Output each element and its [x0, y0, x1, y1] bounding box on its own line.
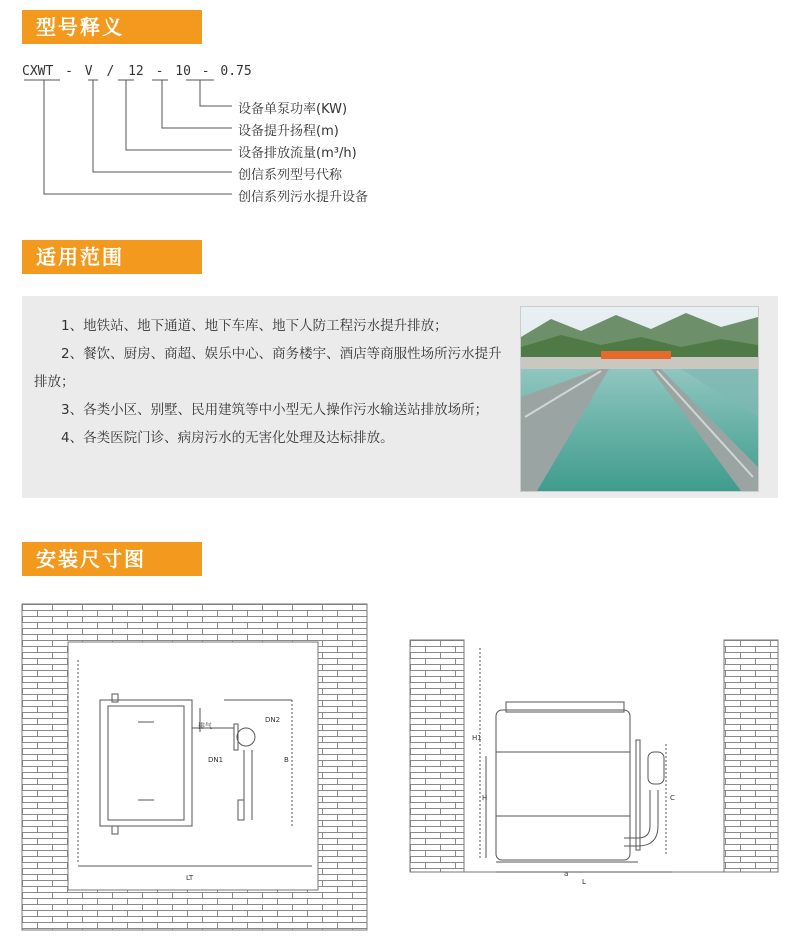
h-label: H [482, 794, 488, 802]
code-sep: - [155, 64, 164, 79]
a-label: a [564, 870, 569, 878]
section-title-scope: 适用范围 [22, 240, 202, 274]
application-list [34, 312, 504, 452]
legend-flow: 设备排放流量(m³/h) [238, 146, 357, 161]
section-title-model: 型号释义 [22, 10, 202, 44]
legend-equipment: 创信系列污水提升设备 [238, 190, 369, 205]
code-sep: - [201, 64, 210, 79]
install-drawing-elevation [410, 640, 778, 886]
section-title-install: 安装尺寸图 [22, 542, 202, 576]
application-item: 3、各类小区、别墅、民用建筑等中小型无人操作污水输送站排放场所； [61, 402, 489, 418]
application-item: 1、地铁站、地下通道、地下车库、地下人防工程污水提升排放； [61, 318, 448, 334]
dn2-label: DN2 [265, 716, 281, 724]
code-series: V [84, 64, 93, 79]
code-slash: / [106, 64, 115, 79]
lt-label: LT [186, 874, 194, 882]
install-drawing-plan [22, 604, 367, 934]
code-flow: 12 [128, 64, 144, 79]
legend-series-code: 创信系列型号代称 [238, 168, 343, 183]
model-leader-lines [0, 0, 800, 220]
code-power: 0.75 [220, 64, 252, 79]
h1-label: H1 [472, 734, 482, 742]
c-label: C [670, 794, 675, 802]
application-item: 2、餐饮、厨房、商超、娱乐中心、商务楼宇、酒店等商服性场所污水提升排放； [34, 346, 502, 390]
dn1-label: DN1 [208, 756, 224, 764]
legend-head: 设备提升扬程(m) [238, 124, 339, 139]
b-label: B [284, 756, 289, 764]
code-sep: - [65, 64, 73, 79]
l-label: L [582, 878, 586, 886]
application-item: 4、各类医院门诊、病房污水的无害化处理及达标排放。 [61, 430, 394, 446]
code-head: 10 [175, 64, 191, 79]
code-prefix: CXWT [22, 64, 54, 79]
legend-power: 设备单泵功率(KW) [238, 102, 348, 117]
vent-label: 排气 [198, 722, 212, 730]
sewage-plant-photo [520, 306, 759, 492]
